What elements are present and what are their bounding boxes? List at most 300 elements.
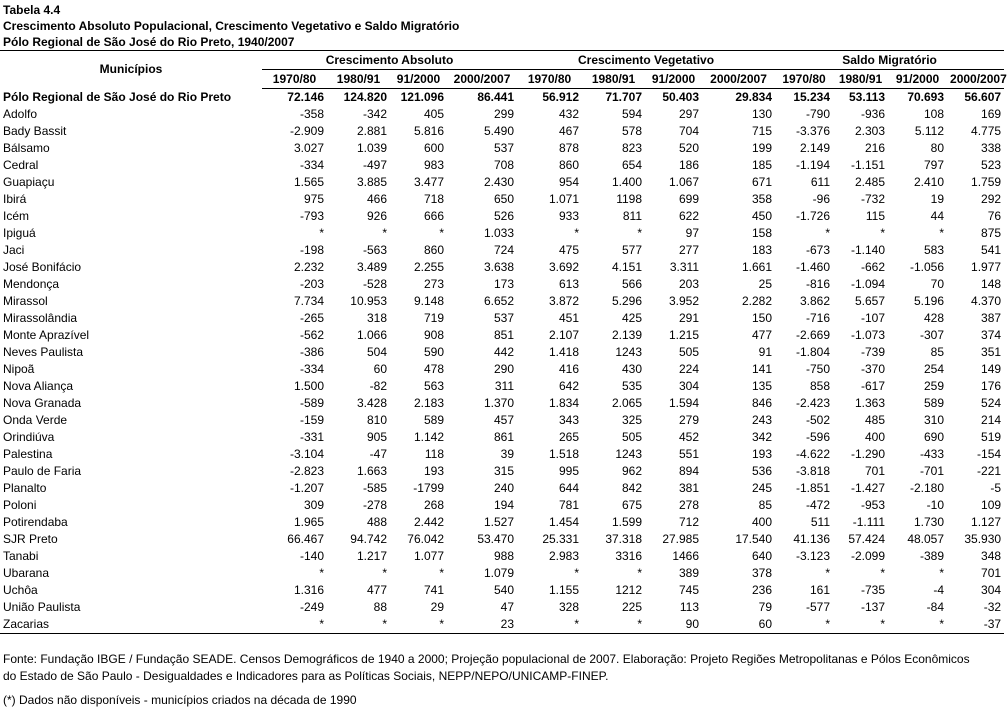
table-cell: 9.148 [413,294,444,308]
table-cell: * [390,616,447,634]
table-cell: -585 [362,481,387,495]
table-cell: 338 [981,141,1002,155]
table-cell: -1.427 [850,481,886,495]
table-cell: 1.217 [356,549,387,563]
table-cell: -701 [919,464,945,478]
municipio-name: Ibirá [3,192,27,206]
table-cell: 86.441 [477,90,515,104]
table-cell: 245 [751,481,773,495]
municipio-name: Paulo de Faria [3,464,82,478]
table-cell: 1.370 [483,396,515,410]
table-cell: 1.363 [854,396,886,410]
table-cell: -1799 [413,481,444,495]
table-cell: 185 [751,158,773,172]
table-cell: 292 [981,192,1002,206]
table-cell: 124.820 [343,90,387,104]
table-cell: 115 [865,209,886,223]
municipio-name: Bady Bassit [3,124,67,138]
table-cell: 97 [685,226,700,240]
table-cell: -1.460 [795,260,831,274]
table-cell: 2.881 [356,124,387,138]
table-cell: -154 [977,447,1002,461]
table-cell: 1.565 [293,175,324,189]
table-cell: -1.207 [289,481,324,495]
table-cell: 318 [366,311,387,325]
table-cell: 954 [558,175,580,189]
table-cell: -1.073 [850,328,886,342]
table-cell: 44 [930,209,945,223]
table-body [0,89,1004,634]
table-cell: 846 [751,396,773,410]
table-cell: 719 [423,311,444,325]
table-cell: 478 [423,362,444,376]
table-cell: 158 [751,226,773,240]
municipio-name: Mirassolândia [3,311,78,325]
table-cell: 358 [751,192,773,206]
table-cell: -32 [983,600,1002,614]
table-cell: 2.303 [854,124,886,138]
table-cell: 1466 [672,549,700,563]
table-cell: 259 [923,379,945,393]
municipio-name: Icém [3,209,30,223]
table-cell: -1.056 [909,260,945,274]
table-cell: 690 [923,430,945,444]
table-cell: 724 [493,243,515,257]
municipio-name: União Paulista [3,600,81,614]
table-cell: 216 [864,141,886,155]
table-cell: -342 [362,107,387,121]
table-cell: 224 [678,362,700,376]
table-cell: 2.255 [413,260,444,274]
table-cell: 504 [366,345,387,359]
table-cell: -793 [299,209,324,223]
table-cell: 1.039 [356,141,387,155]
table-cell: 1212 [615,583,643,597]
table-cell: 505 [621,430,643,444]
table-cell: 400 [751,515,773,529]
municipio-name: Nova Aliança [3,379,74,393]
table-cell: 148 [981,277,1002,291]
table-cell: 70 [930,277,945,291]
table-cell: 94.742 [350,532,387,546]
table-cell: 613 [558,277,580,291]
table-cell: -334 [299,158,324,172]
municipio-name: Monte Aprazível [3,328,90,342]
table-cell: -107 [860,311,886,325]
table-cell: 875 [981,226,1002,240]
table-cell: 1.071 [548,192,580,206]
table-cell: 1.155 [548,583,580,597]
table-cell: 3.311 [669,260,700,274]
table-cell: 243 [751,413,773,427]
table-cell: -334 [299,362,324,376]
table-cell: 894 [678,464,700,478]
table-row [0,582,1004,599]
table-row [0,497,1004,514]
table-cell: 1.067 [668,175,700,189]
table-cell: 1.730 [913,515,945,529]
table-cell: * [574,566,580,580]
table-cell: * [775,616,833,634]
municipio-name: Orindiúva [3,430,55,444]
table-cell: 1198 [616,192,643,206]
table-cell: 3.885 [356,175,387,189]
table-cell: 109 [981,498,1002,512]
table-cell: 173 [493,277,515,291]
table-cell: -137 [860,600,886,614]
table-cell: 1.033 [483,226,515,240]
table-cell: 53.113 [848,90,886,104]
table-title: Crescimento Absoluto Populacional, Crescimento Vegetativo e Saldo Migratório [3,19,460,33]
table-cell: -370 [860,362,886,376]
table-cell: -307 [919,328,945,342]
table-row [0,480,1004,497]
table-cell: -331 [299,430,324,444]
table-row [0,548,1004,565]
table-cell: -3.104 [289,447,324,461]
period-header: 2000/2007 [447,70,517,89]
table-cell: 2.410 [913,175,945,189]
table-cell: -739 [860,345,886,359]
table-cell: 35.930 [964,532,1002,546]
table-cell: * [327,616,390,634]
population-table [0,50,1007,634]
municipio-name: Neves Paulista [3,345,84,359]
table-cell: * [825,566,831,580]
table-cell: 309 [303,498,324,512]
table-cell: -47 [369,447,387,461]
table-cell: 1.834 [548,396,580,410]
table-cell: 908 [423,328,444,342]
table-cell: 1243 [615,447,643,461]
table-cell: 511 [810,515,831,529]
table-cell: 91 [758,345,773,359]
table-cell: 537 [493,141,515,155]
table-cell: 551 [678,447,700,461]
table-row [0,429,1004,446]
table-cell: 254 [923,362,945,376]
table-cell: -82 [369,379,387,393]
table-cell: 2.983 [548,549,580,563]
table-cell: -472 [805,498,831,512]
table-cell: -577 [805,600,831,614]
municipio-name: Potirendaba [3,515,68,529]
total-row-name: Pólo Regional de São José do Rio Preto [3,89,232,104]
table-cell: 452 [678,430,700,444]
table-cell: 79 [758,600,773,614]
table-cell: 1.079 [483,566,515,580]
table-row [0,531,1004,548]
table-cell: 374 [981,328,1002,342]
table-cell: 121.096 [400,90,444,104]
table-cell: 304 [981,583,1002,597]
table-cell: 540 [493,583,515,597]
table-cell: 343 [558,413,580,427]
table-cell: 7.734 [293,294,324,308]
table-cell: 41.136 [793,532,831,546]
table-cell: 50.403 [662,90,700,104]
table-cell: * [439,226,444,240]
group-header-crescimento-absoluto: Crescimento Absoluto [262,51,517,70]
table-cell: 858 [809,379,831,393]
table-cell: 671 [751,175,773,189]
table-cell: 17.540 [735,532,773,546]
table-cell: 541 [981,243,1002,257]
municipio-name: Tanabi [3,549,39,563]
table-cell: 851 [493,328,515,342]
table-cell: 975 [303,192,324,206]
table-cell: 3.428 [356,396,387,410]
table-cell: 2.149 [799,141,831,155]
table-row [0,259,1004,276]
table-cell: -386 [299,345,324,359]
table-cell: 589 [423,413,444,427]
table-cell: * [382,566,387,580]
table-cell: 199 [751,141,773,155]
period-header: 91/2000 [390,70,447,89]
total-row [0,89,1004,107]
table-cell: * [582,616,645,634]
table-cell: -662 [860,260,886,274]
table-cell: * [574,226,580,240]
table-row [0,106,1004,123]
table-cell: 194 [493,498,515,512]
table-cell: 933 [558,209,580,223]
table-cell: 5.816 [413,124,444,138]
period-header: 1980/91 [833,70,888,89]
table-cell: 860 [423,243,444,257]
footnote: (*) Dados não disponíveis - municípios criados na década de 1990 [3,693,357,707]
table-row [0,395,1004,412]
table-cell: 712 [678,515,700,529]
table-cell: 3.489 [356,260,387,274]
table-cell: 701 [864,464,886,478]
table-cell: 297 [678,107,700,121]
table-cell: -140 [299,549,324,563]
table-cell: -3.376 [795,124,831,138]
municipio-name: Jaci [3,243,25,257]
table-cell: 304 [678,379,700,393]
period-header: 1980/91 [327,70,390,89]
table-cell: 3.872 [548,294,580,308]
table-cell: -1.804 [795,345,831,359]
table-cell: 566 [621,277,643,291]
table-cell: 25.331 [542,532,580,546]
table-cell: -249 [299,600,324,614]
municipio-name: Zacarias [0,616,262,634]
table-cell: 718 [423,192,444,206]
table-cell: 745 [678,583,700,597]
table-cell: 432 [558,107,580,121]
table-cell: 15.234 [793,90,831,104]
table-cell: 291 [678,311,700,325]
table-cell: 240 [493,481,515,495]
table-cell: * [382,226,387,240]
table-cell: 342 [751,430,773,444]
table-cell: 56.912 [542,90,580,104]
table-cell: -953 [860,498,886,512]
table-cell: -1.851 [795,481,831,495]
municipio-name: Guapiaçu [3,175,55,189]
table-cell: -96 [812,192,831,206]
municipio-name: Onda Verde [3,413,68,427]
table-cell: 675 [621,498,643,512]
table-cell: 810 [366,413,387,427]
table-cell: 3.027 [293,141,324,155]
table-cell: 622 [678,209,700,223]
table-cell: * [833,616,888,634]
table-cell: 926 [366,209,387,223]
period-header: 1980/91 [582,70,645,89]
table-cell: -1.194 [795,158,831,172]
municipios-header: Municípios [99,62,163,77]
table-cell: -221 [977,464,1002,478]
table-cell: 141 [751,362,773,376]
table-row [0,599,1004,616]
table-cell: 279 [678,413,700,427]
table-cell: -589 [299,396,324,410]
table-cell: -203 [299,277,324,291]
table-cell: 644 [558,481,580,495]
municipio-name: Nova Granada [3,396,82,410]
table-cell: 781 [558,498,580,512]
table-row [0,123,1004,140]
table-cell: 135 [751,379,773,393]
table-cell: 273 [423,277,444,291]
table-cell: 3316 [615,549,643,563]
table-cell: -3.818 [795,464,831,478]
table-row [0,157,1004,174]
table-cell: -4 [933,583,945,597]
table-cell: -497 [362,158,387,172]
table-cell: 505 [678,345,700,359]
table-cell: 381 [678,481,700,495]
table-cell: -673 [805,243,831,257]
table-cell: 878 [558,141,580,155]
table-cell: -732 [860,192,886,206]
table-cell: 526 [493,209,515,223]
table-cell: 299 [493,107,515,121]
table-cell: -750 [805,362,831,376]
table-cell: -4.622 [795,447,831,461]
municipio-name: Ipiguá [3,226,36,240]
table-cell: 842 [621,481,643,495]
table-cell: 203 [678,277,700,291]
table-row [0,412,1004,429]
period-header: 91/2000 [645,70,702,89]
table-cell: 1.454 [548,515,580,529]
table-cell: 2.065 [611,396,643,410]
group-header-row [0,51,1004,70]
table-cell: 425 [621,311,643,325]
table-cell: 66.467 [287,532,324,546]
table-cell: 130 [751,107,773,121]
table-cell: 5.296 [611,294,643,308]
table-cell: 1.142 [413,430,444,444]
table-cell: 1.077 [413,549,444,563]
table-subtitle: Pólo Regional de São José do Rio Preto, 1940/2007 [3,35,295,49]
table-row [0,344,1004,361]
table-cell: 2.139 [611,328,643,342]
table-cell: -1.726 [795,209,831,223]
table-cell: 10.953 [350,294,387,308]
table-cell: 535 [621,379,643,393]
table-cell: 1.518 [548,447,580,461]
table-cell: 666 [423,209,444,223]
municipio-name: Bálsamo [3,141,50,155]
table-cell: 457 [493,413,515,427]
table-cell: -1.151 [850,158,886,172]
table-cell: 3.952 [668,294,700,308]
table-cell: 29 [430,600,444,614]
table-row [0,208,1004,225]
table-cell: 1.759 [971,175,1002,189]
table-cell: -278 [362,498,387,512]
table-cell: -1.140 [850,243,886,257]
table-cell: 348 [981,549,1002,563]
table-cell: 583 [923,243,945,257]
group-header-crescimento-vegetativo: Crescimento Vegetativo [517,51,775,70]
table-row [0,514,1004,531]
table-cell: 85 [930,345,945,359]
table-cell: 1.977 [971,260,1002,274]
table-cell: 311 [494,379,515,393]
table-cell: 860 [558,158,580,172]
table-cell: 467 [558,124,580,138]
table-cell: 290 [493,362,515,376]
table-cell: -1.290 [850,447,886,461]
table-cell: 53.470 [477,532,515,546]
table-cell: 797 [923,158,945,172]
table-cell: 466 [366,192,387,206]
table-cell: 60 [373,362,387,376]
table-cell: -1.094 [850,277,886,291]
table-cell: 450 [751,209,773,223]
table-row [0,242,1004,259]
table-cell: -1.111 [852,515,886,529]
table-row [0,276,1004,293]
table-cell: -816 [805,277,831,291]
table-cell: 149 [981,362,1002,376]
table-cell: 315 [493,464,515,478]
table-cell: 72.146 [287,90,324,104]
table-cell: 428 [923,311,945,325]
table-cell: 57.424 [848,532,886,546]
table-cell: 5.196 [913,294,945,308]
table-cell: -502 [805,413,831,427]
table-cell: -563 [362,243,387,257]
table-cell: 176 [981,379,1002,393]
table-cell: 387 [981,311,1002,325]
municipio-name: SJR Preto [3,532,58,546]
table-cell: * [319,566,324,580]
table-row [0,174,1004,191]
table-cell: -358 [299,107,324,121]
table-cell: 85 [758,498,773,512]
table-cell: 1.661 [741,260,773,274]
table-cell: 3.638 [483,260,515,274]
table-cell: 2.442 [413,515,444,529]
table-cell: 983 [423,158,444,172]
table-cell: 3.692 [548,260,580,274]
table-cell: 277 [678,243,700,257]
table-cell: 6.652 [483,294,515,308]
table-cell: 741 [423,583,444,597]
table-row [0,616,1004,634]
table-cell: 715 [751,124,773,138]
table-cell: -159 [299,413,324,427]
table-cell: 351 [981,345,1002,359]
